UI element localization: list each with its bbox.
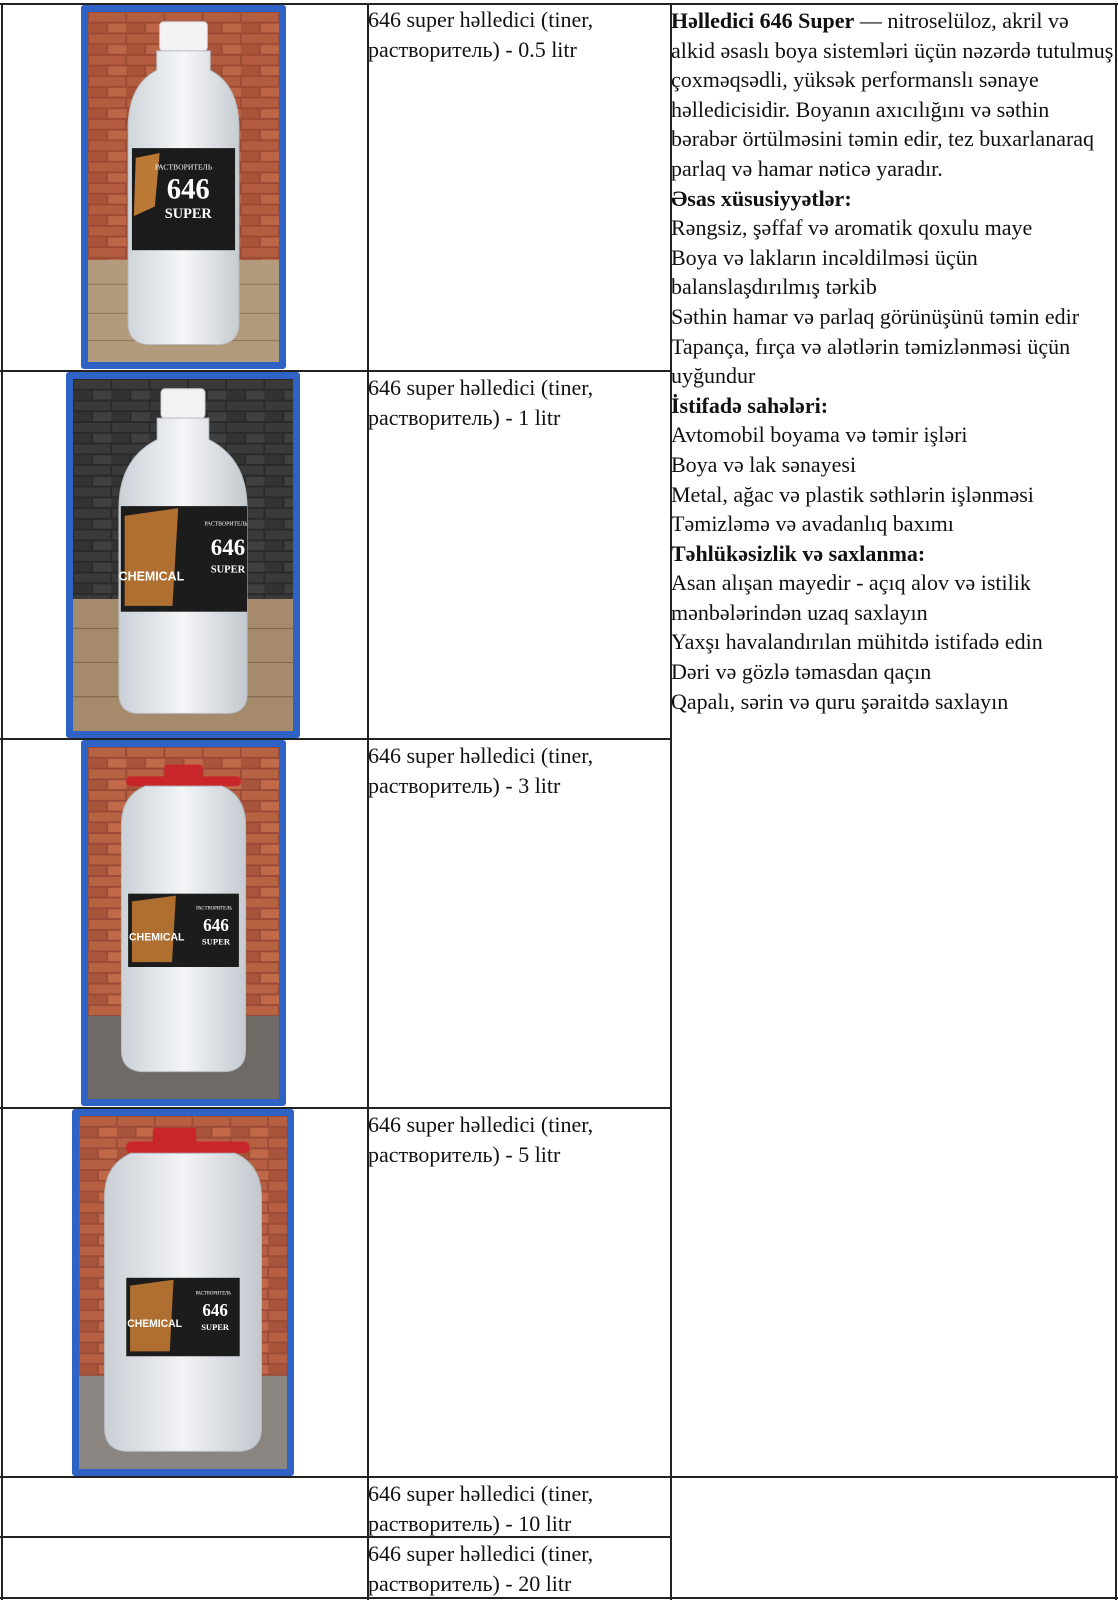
usage-heading: İstifadə sahələri: xyxy=(671,392,829,418)
bottle-label-brand: CHEMICAL xyxy=(118,569,185,584)
bottle-label-sub: SUPER xyxy=(210,564,246,576)
features-heading: Əsas xüsusiyyətlər: xyxy=(671,185,852,211)
bottle-label-brand: CHEMICAL xyxy=(127,1317,183,1330)
product-photo-3l xyxy=(81,740,286,1106)
bottle-label-number: 646 xyxy=(202,1300,228,1321)
safety-item: Dəri və gözlə təmasdan qaçın xyxy=(671,659,932,685)
bottle-label-sub: SUPER xyxy=(201,1321,230,1332)
feature-item: Səthin hamar və parlaq görünüşünü təmin edir xyxy=(671,303,1080,329)
bottle-label-number: 646 xyxy=(203,915,229,935)
bottle-label-top: РАСТВОРИТЕЛЬ xyxy=(196,906,232,912)
product-label-0-5l: 646 super həlledici (tiner, растворитель) - 0.5 litr xyxy=(368,7,594,62)
bottle-label-sub: SUPER xyxy=(201,936,231,947)
usage-item: Boya və lak sənayesi xyxy=(671,451,857,477)
table-border-left xyxy=(1,3,3,1600)
product-photo-1l xyxy=(66,372,300,738)
feature-item: Rəngsiz, şəffaf və aromatik qoxulu maye xyxy=(671,215,1033,241)
description-intro-title: Həlledici 646 Super xyxy=(671,8,855,33)
product-label-3l: 646 super həlledici (tiner, растворитель) - 3 litr xyxy=(368,743,594,798)
column-divider-1 xyxy=(367,3,369,1600)
safety-item: Yaxşı havalandırılan mühitdə istifadə edin xyxy=(671,629,1043,655)
safety-item: Asan alışan mayedir - açıq alov və istilik mənbələrindən uzaq saxlayın xyxy=(671,570,1031,625)
bottle-label-number: 646 xyxy=(210,534,246,562)
bottle-label-number: 646 xyxy=(166,173,210,206)
product-photo-5l xyxy=(72,1109,294,1476)
bottle-label-sub: SUPER xyxy=(164,206,212,223)
product-label-10l: 646 super həlledici (tiner, растворитель) - 10 litr xyxy=(368,1481,594,1536)
safety-item: Qapalı, sərin və quru şəraitdə saxlayın xyxy=(671,688,1009,714)
row-divider-4 xyxy=(0,1476,1118,1478)
usage-item: Təmizləmə və avadanlıq baxımı xyxy=(671,511,954,537)
bottle-label-top: РАСТВОРИТЕЛЬ xyxy=(154,162,213,172)
product-description xyxy=(671,6,1117,716)
description-intro-text: — nitroselüloz, akril və alkid əsaslı boya sistemləri üçün nəzərdə tutulmuş çoxməqsədli, yüksək performanslı sənaye həlledicisidir. Boyanın axıcılığını və səthin bərabər örtülməsini təmin edir, tez buxarlanaraq parlaq və hamar nəticə yaradır. xyxy=(671,8,1114,181)
bottle-label-top: РАСТВОРИТЕЛЬ xyxy=(204,521,248,528)
feature-item: Tapança, fırça və alətlərin təmizlənməsi üçün uyğundur xyxy=(671,333,1071,389)
product-label-5l: 646 super həlledici (tiner, растворитель) - 5 litr xyxy=(368,1112,594,1167)
bottle-label-brand: CHEMICAL xyxy=(129,931,185,944)
description-intro xyxy=(671,6,1117,184)
usage-item: Metal, ağac və plastik səthlərin işlənməsi xyxy=(671,481,1034,507)
safety-heading: Təhlükəsizlik və saxlanma: xyxy=(671,540,926,566)
bottle-label-top: РАСТВОРИТЕЛЬ xyxy=(195,1291,231,1297)
product-label-20l: 646 super həlledici (tiner, растворитель) - 20 litr xyxy=(368,1541,594,1596)
usage-item: Avtomobil boyama və təmir işləri xyxy=(671,422,968,448)
product-photo-0-5l xyxy=(81,5,286,369)
product-label-1l: 646 super həlledici (tiner, растворитель) - 1 litr xyxy=(368,375,594,430)
feature-item: Boya və lakların incəldilməsi üçün balanslaşdırılmış tərkib xyxy=(671,244,978,300)
